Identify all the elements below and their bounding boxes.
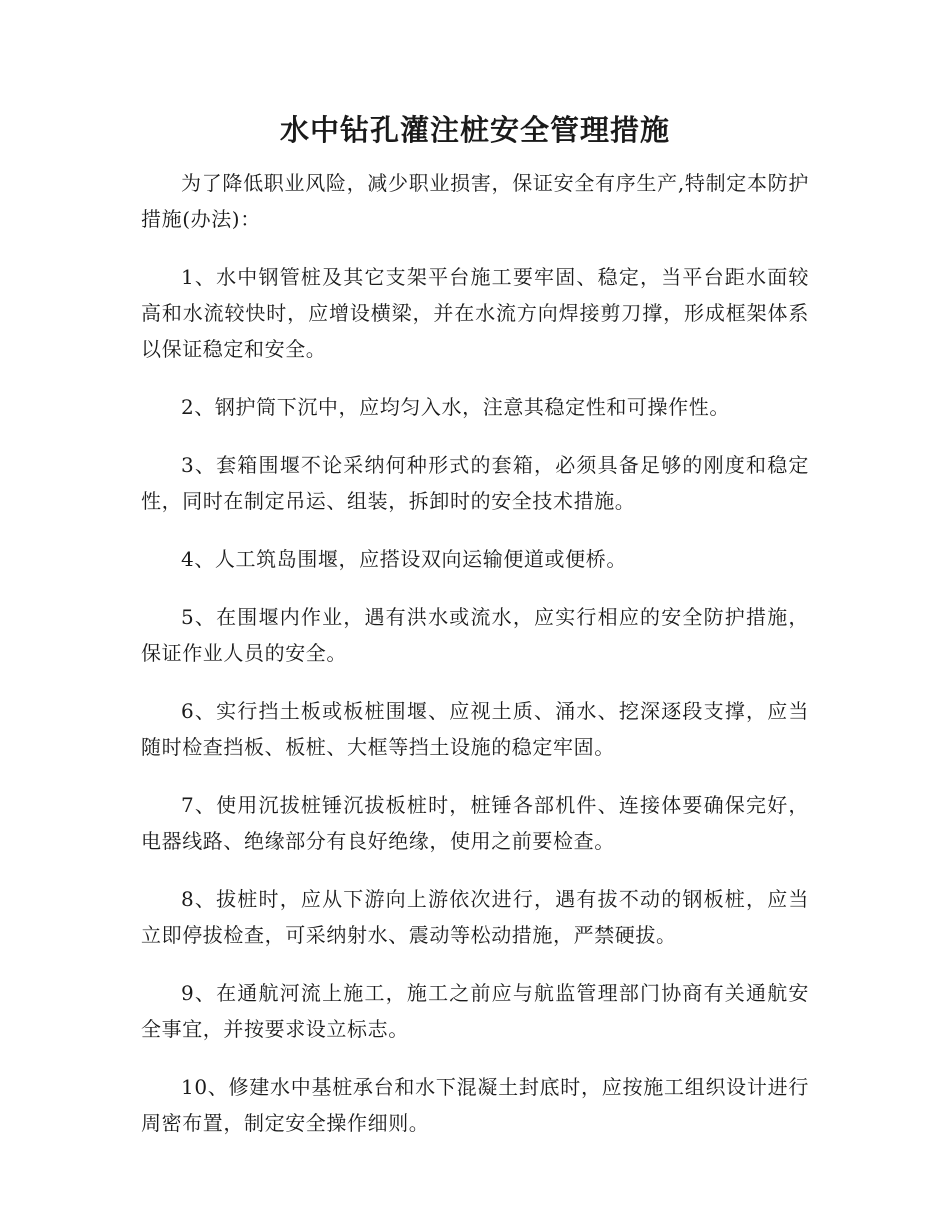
measure-item-1: 1、水中钢管桩及其它支架平台施工要牢固、稳定，当平台距水面较高和水流较快时，应增设横梁，并在水流方向焊接剪刀撑，形成框架体系以保证稳定和安全。: [141, 265, 809, 361]
document-body: [141, 165, 809, 1163]
measure-item-10: 10、修建水中基桩承台和水下混凝土封底时，应按施工组织设计进行周密布置，制定安全操作细则。: [141, 1075, 809, 1135]
measure-item-7: 7、使用沉拔桩锤沉拔板桩时，桩锤各部机件、连接体要确保完好，电器线路、绝缘部分有良好绝缘，使用之前要检查。: [141, 793, 809, 853]
measure-item-3: 3、套箱围堰不论采纳何种形式的套箱，必须具备足够的刚度和稳定性，同时在制定吊运、组装，拆卸时的安全技术措施。: [141, 453, 809, 513]
measure-item-4: 4、人工筑岛围堰，应搭设双向运输便道或便桥。: [181, 547, 627, 571]
measure-item-5: 5、在围堰内作业，遇有洪水或流水，应实行相应的安全防护措施，保证作业人员的安全。: [141, 605, 809, 665]
document-title: 水中钻孔灌注桩安全管理措施: [279, 113, 670, 147]
intro-paragraph: 为了降低职业风险，减少职业损害，保证安全有序生产,特制定本防护措施(办法)：: [141, 171, 809, 231]
measure-item-8: 8、拔桩时，应从下游向上游依次进行，遇有拔不动的钢板桩，应当立即停拔检查，可采纳射水、震动等松动措施，严禁硬拔。: [141, 887, 809, 947]
measure-item-2: 2、钢护筒下沉中，应均匀入水，注意其稳定性和可操作性。: [181, 395, 730, 419]
measure-item-6: 6、实行挡土板或板桩围堰、应视土质、涌水、挖深逐段支撑，应当随时检查挡板、板桩、大框等挡土设施的稳定牢固。: [141, 699, 809, 759]
measure-item-9: 9、在通航河流上施工，施工之前应与航监管理部门协商有关通航安全事宜，并按要求设立标志。: [141, 981, 809, 1041]
